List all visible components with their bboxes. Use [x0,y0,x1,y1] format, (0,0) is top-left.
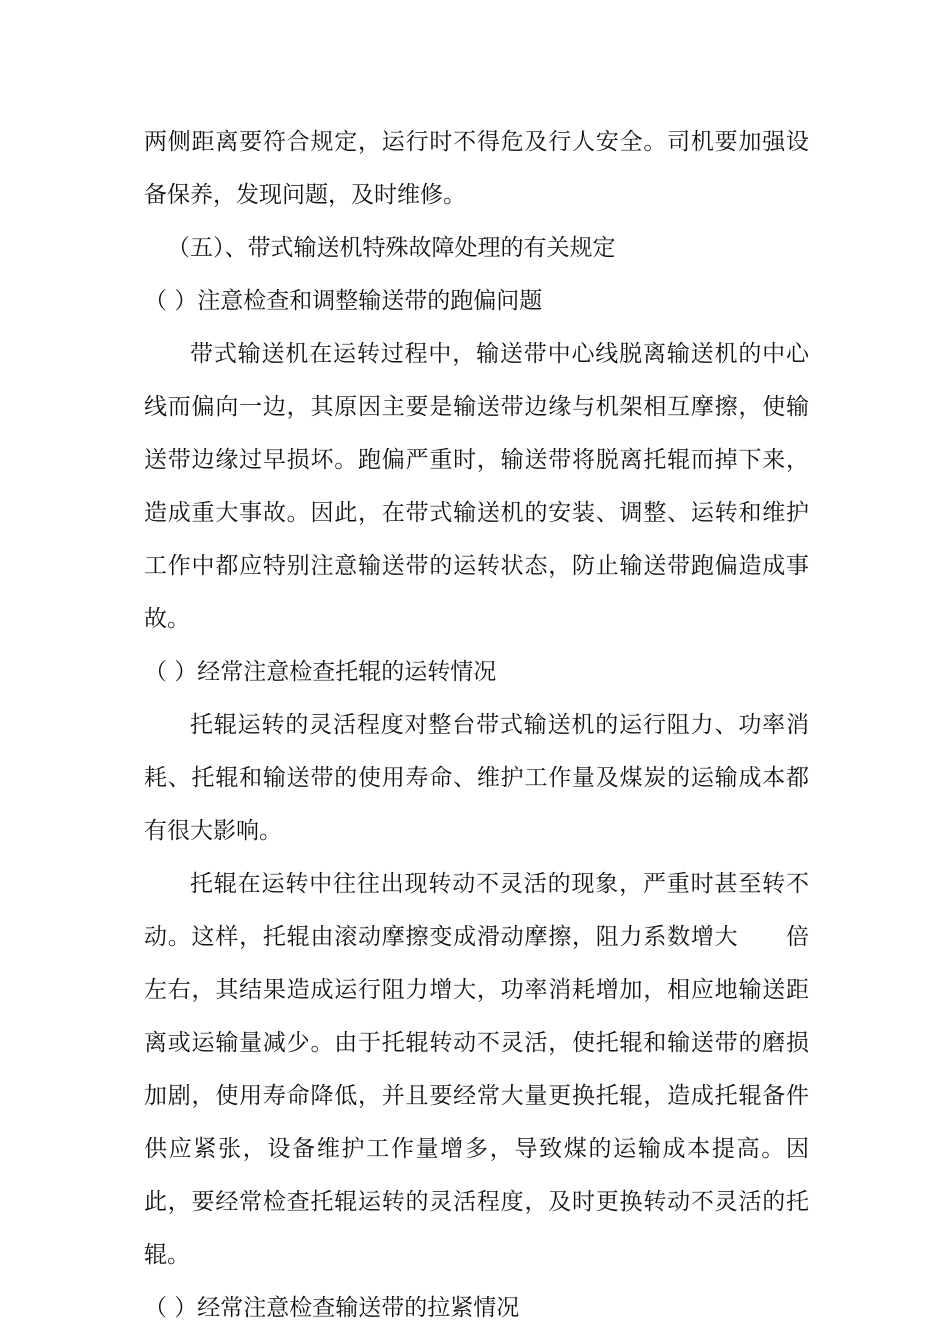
sub-heading-belt-tension: （ ）经常注意检查输送带的拉紧情况 [144,1295,520,1321]
paragraph-continuation: 两侧距离要符合规定，运行时不得危及行人安全。司机要加强设备保养，发现问题，及时维修。 [144,129,809,208]
paragraph-idler-importance: 托辊运转的灵活程度对整台带式输送机的运行阻力、功率消耗、托辊和输送带的使用寿命、维护工作量及煤炭的运输成本都有很大影响。 [144,712,809,844]
sub-heading-belt-deviation: （ ）注意检查和调整输送带的跑偏问题 [144,288,543,314]
document-body [144,116,809,1335]
section-heading: （五）、带式输送机特殊故障处理的有关规定 [167,235,616,261]
paragraph-idler-problems: 托辊在运转中往往出现转动不灵活的现象，严重时甚至转不动。这样，托辊由滚动摩擦变成滑动摩擦，阻力系数增大 倍左右，其结果造成运行阻力增大，功率消耗增加，相应地输送距离或运输量减少。由于托辊转动不灵活，使托辊和输送带的磨损加剧，使用寿命降低，并且要经常大量更换托辊，造成托辊备件供应紧张，设备维护工作量增多，导致煤的运输成本提高。因此，要经常检查托辊运转的灵活程度，及时更换转动不灵活的托辊。 [144,871,809,1268]
paragraph-belt-deviation: 带式输送机在运转过程中，输送带中心线脱离输送机的中心线而偏向一边，其原因主要是输送带边缘与机架相互摩擦，使输送带边缘过早损坏。跑偏严重时，输送带将脱离托辊而掉下来，造成重大事故。因此，在带式输送机的安装、调整、运转和维护工作中都应特别注意输送带的运转状态，防止输送带跑偏造成事故。 [144,341,809,632]
sub-heading-idler-check: （ ）经常注意检查托辊的运转情况 [144,659,497,685]
